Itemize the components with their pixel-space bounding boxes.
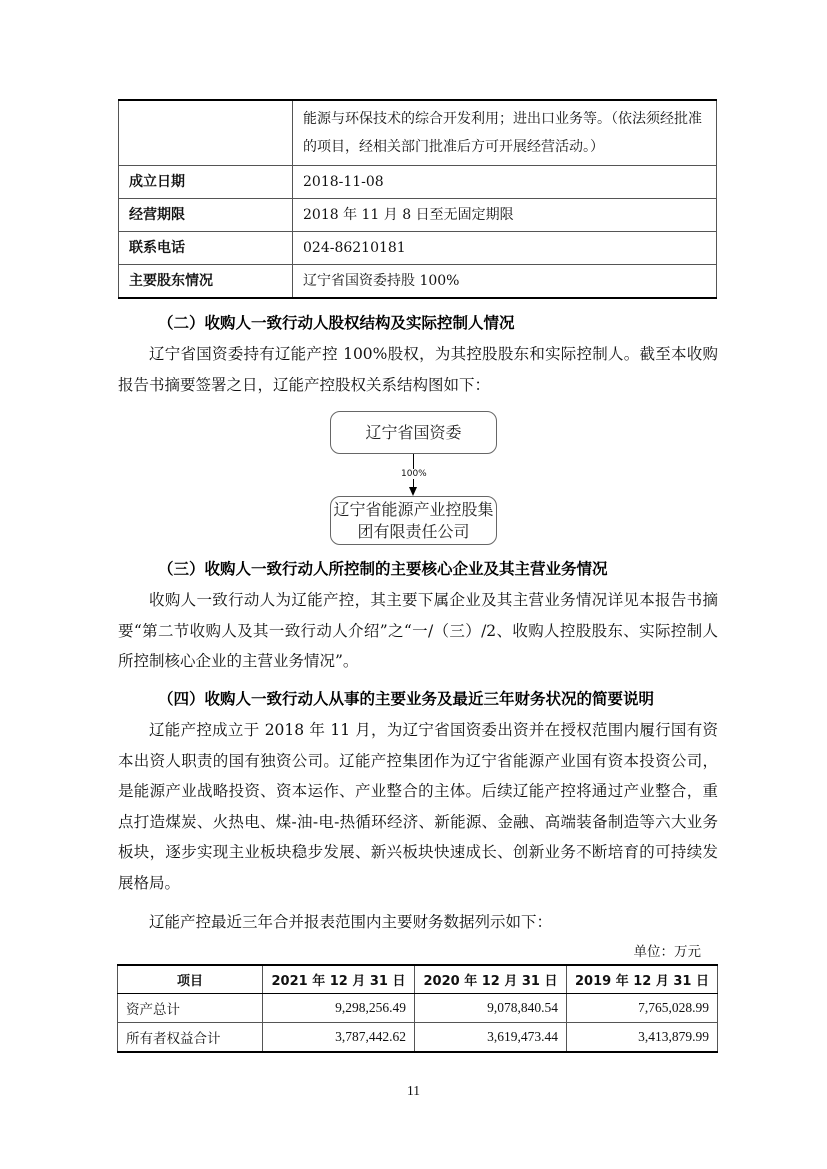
row-label: 成立日期 (119, 166, 293, 199)
row-label: 经营期限 (119, 199, 293, 232)
arrow-down-icon (409, 487, 417, 496)
table-cell-empty (119, 100, 293, 166)
section2-paragraph: 辽宁省国资委持有辽能产控 100%股权，为其控股股东和实际控制人。截至本收购报告书摘要签署之日，辽能产控股权关系结构图如下： (118, 345, 718, 394)
cell-2021: 9,298,256.49 (263, 994, 415, 1023)
table-row (119, 100, 717, 166)
row-value: 2018-11-08 (293, 166, 717, 199)
finance-intro: 辽能产控最近三年合并报表范围内主要财务数据列示如下： (149, 913, 553, 931)
cell-2020: 3,619,473.44 (415, 1023, 567, 1053)
row-label: 主要股东情况 (119, 265, 293, 299)
table-row (118, 1023, 718, 1053)
row-name: 资产总计 (118, 994, 263, 1023)
cell-2019: 7,765,028.99 (567, 994, 718, 1023)
section4-paragraph: 辽能产控成立于 2018 年 11 月，为辽宁省国资委出资并在授权范围内履行国有资本出资人职责的国有独资公司。辽能产控集团作为辽宁省能源产业国有资本投资公司，是能源产业战略投资、资本运作、产业整合的主体。后续辽能产控将通过产业整合，重点打造煤炭、火热电、煤-油-电-热循环经济、新能源、金融、高端装备制造等六大业务板块，逐步实现主业板块稳步发展、新兴板块快速成长、创新业务不断培育的可持续发展格局。 (118, 721, 718, 892)
cell-2021: 3,787,442.62 (263, 1023, 415, 1053)
table-row (119, 232, 717, 265)
shareholder-box: 辽宁省国资委 (330, 411, 497, 454)
table-row (118, 994, 718, 1023)
cell-2019: 3,413,879.99 (567, 1023, 718, 1053)
table-row (119, 166, 717, 199)
row-value: 2018 年 11 月 8 日至无固定期限 (293, 199, 717, 232)
table-row (119, 265, 717, 299)
page-number: 11 (407, 1083, 420, 1098)
cell-2020: 9,078,840.54 (415, 994, 567, 1023)
row-value: 024-86210181 (293, 232, 717, 265)
column-header: 2019 年 12 月 31 日 (567, 965, 718, 994)
column-header: 2020 年 12 月 31 日 (415, 965, 567, 994)
section3-heading: （三）收购人一致行动人所控制的主要核心企业及其主营业务情况 (158, 560, 608, 578)
unit-label: 单位：万元 (633, 944, 701, 960)
table-row (119, 199, 717, 232)
column-header: 2021 年 12 月 31 日 (263, 965, 415, 994)
section3-paragraph: 收购人一致行动人为辽能产控，其主要下属企业及其主营业务情况详见本报告书摘要“第二节收购人及其一致行动人介绍”之“一/（三）/2、收购人控股股东、实际控制人所控制核心企业的主营业务情况”。 (118, 591, 718, 670)
business-scope-continuation: 能源与环保技术的综合开发利用；进出口业务等。（依法须经批准的项目，经相关部门批准后方可开展经营活动。） (293, 100, 717, 166)
section2-heading: （二）收购人一致行动人股权结构及实际控制人情况 (158, 314, 515, 332)
row-value: 辽宁省国资委持股 100% (293, 265, 717, 299)
row-label: 联系电话 (119, 232, 293, 265)
section4-heading: （四）收购人一致行动人从事的主要业务及最近三年财务状况的简要说明 (158, 690, 655, 708)
column-header: 项目 (118, 965, 263, 994)
subsidiary-box: 辽宁省能源产业控股集团有限责任公司 (330, 496, 497, 545)
table-header-row (118, 965, 718, 994)
company-info-table (118, 99, 717, 299)
finance-table (117, 964, 718, 1053)
ownership-percent-label: 100% (401, 469, 427, 479)
row-name: 所有者权益合计 (118, 1023, 263, 1053)
